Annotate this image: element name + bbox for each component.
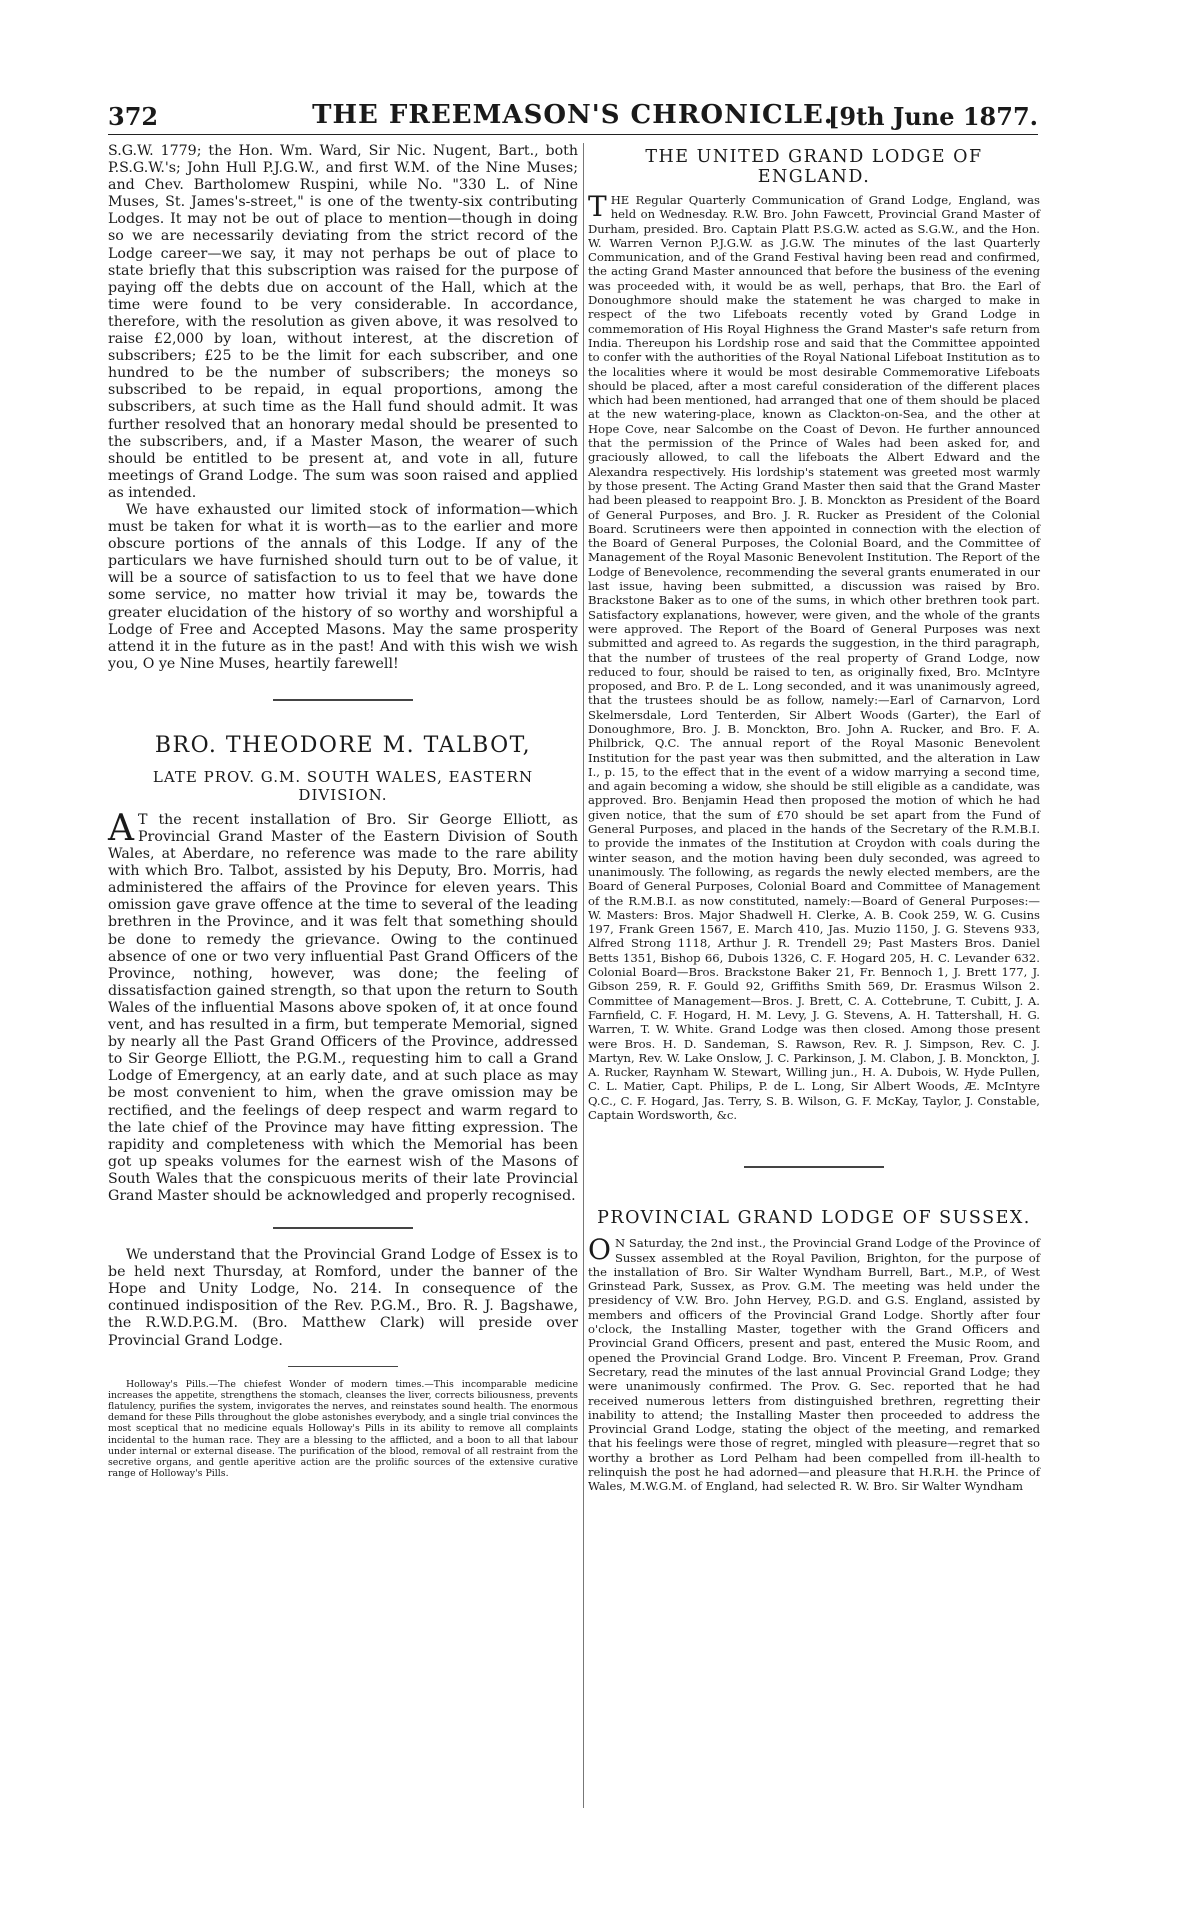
- section-rule: [273, 1227, 413, 1229]
- holloway-advert: Holloway's Pills.—The chiefest Wonder of modern times.—This incomparable medicine increases the appetite, strengthens the stomach, cleanses the liver, corrects biliousness, prevents flatulency, purifies the system, invigorates the nerves, and reinstates sound health. The enormous demand for these Pills throughout the globe astonishes everybody, and a single trial convinces the most sceptical that no medicine equals Holloway's Pills in its ability to remove all complaints incidental to the human race. They are a blessing to the afflicted, and a boon to all that labour under internal or external disease. The purification of the blood, removal of all restraint from the secretive organs, and gentle aperitive action are the prolific sources of the extensive curative range of Holloway's Pills.: [108, 1378, 578, 1480]
- advert-rule: [288, 1366, 398, 1367]
- drop-cap: A: [108, 807, 134, 849]
- talbot-article: [108, 807, 578, 1205]
- section-rule: [744, 1166, 884, 1168]
- talbot-subheading: LATE PROV. G.M. SOUTH WALES, EASTERN DIVISION.: [152, 767, 534, 804]
- left-column: [108, 143, 578, 1479]
- drop-cap: O: [588, 1233, 611, 1267]
- talbot-heading: BRO. THEODORE M. TALBOT,: [154, 732, 532, 758]
- essex-note: We understand that the Provincial Grand Lodge of Essex is to be held next Thursday, at Romford, under the banner of the Hope and Unity Lodge, No. 214. In consequence of the continued indisposition of the Rev. P.G.M., Bro. R. J. Bagshawe, the R.W.D.P.G.M. (Bro. Matthew Clark) will preside over Provincial Grand Lodge.: [108, 1247, 578, 1349]
- sussex-heading: PROVINCIAL GRAND LODGE OF SUSSEX.: [597, 1208, 1031, 1229]
- issue-date: [9th June 1877.: [828, 102, 1038, 131]
- talbot-body: T the recent installation of Bro. Sir George Elliott, as Provincial Grand Master of the Eastern Division of South Wales, at Aberdare, no reference was made to the rare ability with which Bro. Talbot, assisted by his Deputy, Bro. Morris, had administered the affairs of the Province for eleven years. This omission gave grave offence at the time to several of the leading brethren in the Province, and it was felt that something should be done to remedy the grievance. Owing to the continued absence of one or two very influential Past Grand Officers of the Province, nothing, however, was done; the feeling of dissatisfaction gained strength, so that upon the return to South Wales of the influential Masons above spoken of, it at once found vent, and has resulted in a firm, but temperate Memorial, signed by nearly all the Past Grand Officers of the Province, addressed to Sir George Elliott, the P.G.M., requesting him to call a Grand Lodge of Emergency, at an early date, and at such place as may be most convenient to him, when the grave omission may be rectified, and the feelings of deep respect and warm regard to the late chief of the Province may have fitting expression. The rapidity and completeness with which the Memorial has been got up speaks volumes for the earnest wish of the Masons of South Wales that the conspicuous merits of their late Provincial Grand Master should be acknowledged and properly recognised.: [108, 811, 578, 1204]
- drop-cap: T: [588, 190, 607, 223]
- paper-title: THE FREEMASON'S CHRONICLE.: [312, 100, 834, 130]
- section-rule: [273, 699, 413, 701]
- ugl-article: [588, 190, 1040, 1122]
- ugl-body: HE Regular Quarterly Communication of Grand Lodge, England, was held on Wednesday. R.W. Bro. John Fawcett, Provincial Grand Master of Durham, presided. Bro. Captain Platt P.S.G.W. acted as S.G.W., and the Hon. W. Warren Vernon P.J.G.W. as J.G.W. The minutes of the last Quarterly Communication, and of the Grand Festival having been read and confirmed, the acting Grand Master announced that before the business of the evening was proceeded with, it would be as well, perhaps, that Bro. the Earl of Donoughmore should make the statement he was charged to make in respect of the two Lifeboats recently voted by Grand Lodge in commemoration of His Royal Highness the Grand Master's safe return from India. Thereupon his Lordship rose and said that the Committee appointed to confer with the authorities of the Royal National Lifeboat Institution as to the localities where it would be most desirable Commemorative Lifeboats should be placed, after a most careful consideration of the different places which had been mentioned, had arranged that one of them should be placed at the new watering-place, known as Clackton-on-Sea, and the other at Hope Cove, near Salcombe on the Coast of Devon. He further announced that the permission of the Prince of Wales had been asked for, and graciously allowed, to call the lifeboats the Albert Edward and the Alexandra respectively. His lordship's statement was greeted most warmly by those present. The Acting Grand Master then said that the Grand Master had been pleased to reappoint Bro. J. B. Monckton as President of the Board of General Purposes, and Bro. J. R. Rucker as President of the Colonial Board. Scrutineers were then appointed in connection with the election of the Board of General Purposes, the Colonial Board, and the Committee of Management of the Royal Masonic Benevolent Institution. The Report of the Lodge of Benevolence, recommending the several grants enumerated in our last issue, having been submitted, a discussion was raised by Bro. Brackstone Baker as to one of the sums, in which other brethren took part. Satisfactory explanations, however, were given, and the whole of the grants were approved. The Report of the Board of General Purposes was next submitted and agreed to. As regards the suggestion, in the third paragraph, that the number of trustees of the real property of Grand Lodge, now reduced to four, should be raised to ten, as originally fixed, Bro. McIntyre proposed, and Bro. P. de L. Long seconded, and it was unanimously agreed, that the trustees should be as follow, namely:—Earl of Carnarvon, Lord Skelmersdale, Lord Tenterden, Sir Albert Woods (Garter), the Earl of Donoughmore, Bro. J. B. Monckton, Bro. John A. Rucker, and Bro. F. A. Philbrick, Q.C. The annual report of the Royal Masonic Benevolent Institution for the past year was then submitted, and the alteration in Law I., p. 15, to the effect that in the event of a widow marrying a second time, and again becoming a widow, she should be still eligible as a candidate, was approved. Bro. Benjamin Head then proposed the motion of which he had given notice, that the sum of £70 should be set apart from the Fund of General Purposes, and placed in the hands of the Secretary of the R.M.B.I. to provide the inmates of the Institution at Croydon with coals during the winter season, and the motion having been duly seconded, was agreed to unanimously. The following, as regards the newly elected members, are the Board of General Purposes, Colonial Board and Committee of Management of the R.M.B.I. as now constituted, namely:—Board of General Purposes:—W. Masters: Bros. Major Shadwell H. Clerke, A. B. Cook 259, W. G. Cusins 197, Frank Green 1567, E. March 410, Jas. Muzio 1150, J. G. Stevens 933, Alfred Strong 1118, Arthur J. R. Trendell 29; Past Masters Bros. Daniel Betts 1351, Bishop 66, Dubois 1326, C. F. Hogard 205, H. C. Levander 632. Colonial Board—Bros. Brackstone Baker 21, Fr. Bennoch 1, J. Brett 177, J. Gibson 259, R. F. Gould 92, Griffiths Smith 569, Dr. Erasmus Wilson 2. Committee of Management—Bros. J. Brett, C. A. Cottebrune, T. Cubitt, J. A. Farnfield, C. F. Hogard, H. M. Levy, J. G. Stevens, A. H. Tattershall, H. G. Warren, T. W. White. Grand Lodge was then closed. Among those present were Bros. H. D. Sandeman, S. Rawson, Rev. R. J. Simpson, Rev. C. J. Martyn, Rev. W. Lake Onslow, J. C. Parkinson, J. M. Clabon, J. B. Monckton, J. A. Rucker, Raynham W. Stewart, Willing jun., H. A. Dubois, W. Hyde Pullen, C. L. Matier, Capt. Philips, P. de L. Long, Sir Albert Woods, Æ. McIntyre Q.C., C. F. Hogard, Jas. Terry, S. B. Wilson, G. F. McKay, Taylor, J. Constable, Captain Wordsworth, &c.: [588, 193, 1040, 1122]
- right-column: [588, 143, 1040, 1494]
- nine-muses-closing: We have exhausted our limited stock of information—which must be taken for what it is worth—as to the earlier and more obscure portions of the annals of this Lodge. If any of the particulars we have furnished should turn out to be of value, it will be a source of satisfaction to us to feel that we have done some service, no matter how trivial it may be, towards the greater elucidation of the history of so worthy and worshipful a Lodge of Free and Accepted Masons. May the same prosperity attend it in the future as in the past! And with this wish we wish you, O ye Nine Muses, heartily farewell!: [108, 501, 578, 672]
- sussex-article: [588, 1233, 1040, 1494]
- masthead: [108, 100, 1038, 135]
- nine-muses-continuation: S.G.W. 1779; the Hon. Wm. Ward, Sir Nic. Nugent, Bart., both P.S.G.W.'s; John Hull P.J.G.W., and first W.M. of the Nine Muses; and Chev. Bartholomew Ruspini, while No. "330 L. of Nine Muses, St. James's-street," is one of the twenty-six contributing Lodges. It may not be out of place to mention—though in doing so we are necessarily deviating from the strict record of the Lodge career—we say, it may not perhaps be out of place to state briefly that this subscription was raised for the purpose of paying off the debts due on account of the Hall, which at the time were found to be very considerable. In accordance, therefore, with the resolution as given above, it was resolved to raise £2,000 by loan, without interest, at the discretion of subscribers; £25 to be the limit for each subscriber, and one hundred to be the number of subscribers; the moneys so subscribed to be repaid, in equal proportions, among the subscribers, at such time as the Hall fund should admit. It was further resolved that an honorary medal should be presented to the subscribers, and, if a Master Mason, the wearer of such should be entitled to be present at, and vote in all, future meetings of Grand Lodge. The sum was soon raised and applied as intended.: [108, 143, 578, 501]
- page-number: 372: [108, 102, 159, 131]
- ugl-heading: THE UNITED GRAND LODGE OF ENGLAND.: [645, 147, 983, 187]
- sussex-body: N Saturday, the 2nd inst., the Provincial Grand Lodge of the Province of Sussex assembled at the Royal Pavilion, Brighton, for the purpose of the installation of Bro. Sir Walter Wyndham Burrell, Bart., M.P., of West Grinstead Park, Sussex, as Prov. G.M. The meeting was held under the presidency of V.W. Bro. John Hervey, P.G.D. and G.S. England, assisted by members and officers of the Provincial Grand Lodge. Shortly after four o'clock, the Installing Master, together with the Grand Officers and Provincial Grand Officers, present and past, entered the Music Room, and opened the Provincial Grand Lodge. Bro. Vincent P. Freeman, Prov. Grand Secretary, read the minutes of the last annual Provincial Grand Lodge; they were unanimously confirmed. The Prov. G. Sec. reported that he had received numerous letters from distinguished brethren, regretting their inability to attend; the Installing Master then proceeded to address the Provincial Grand Lodge, stating the object of the meeting, and remarked that his feelings were those of regret, mingled with pleasure—regret that so worthy a brother as Lord Pelham had been compelled from ill-health to relinquish the post he had adorned—and pleasure that H.R.H. the Prince of Wales, M.W.G.M. of England, had selected R. W. Bro. Sir Walter Wyndham: [588, 1236, 1040, 1494]
- column-rule: [583, 143, 584, 1808]
